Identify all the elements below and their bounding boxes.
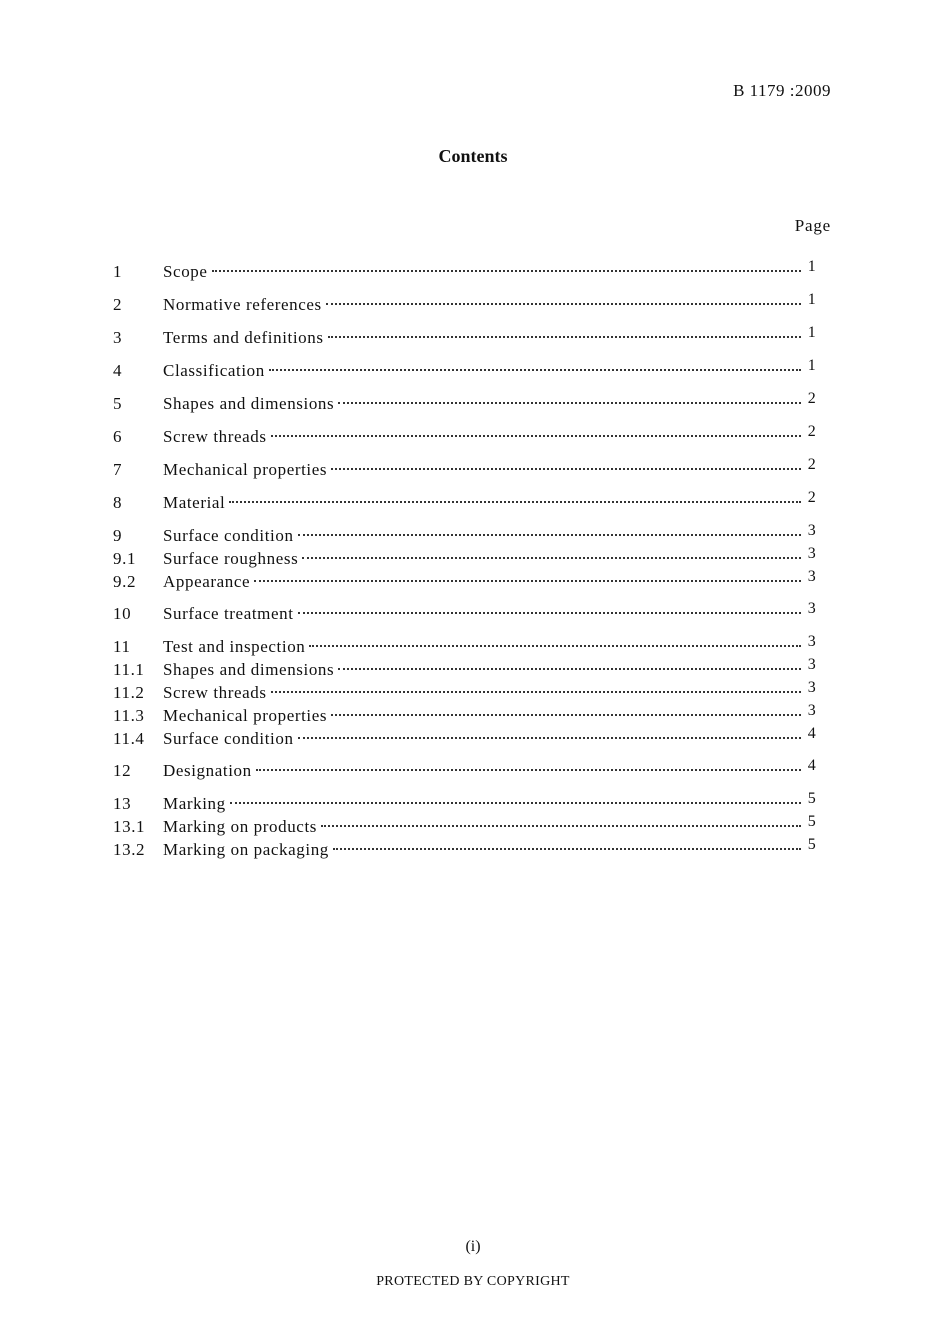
toc-entry-number: 11.2: [113, 683, 145, 702]
dot-leader: [269, 369, 801, 371]
toc-entry-title: Mechanical properties: [163, 706, 328, 725]
page-column-label: Page: [794, 216, 831, 235]
toc-entry-number: 13.2: [113, 840, 146, 859]
toc-entry-page: 5: [807, 836, 817, 853]
page-number: (i): [465, 1238, 481, 1255]
toc-entry-page: 2: [807, 456, 817, 473]
dot-leader: [309, 645, 801, 647]
toc-entry-number: 10: [113, 604, 132, 623]
dot-leader: [302, 557, 801, 559]
toc-entry-title: Scope: [163, 262, 208, 281]
toc-entry-title: Designation: [163, 761, 252, 780]
toc-entry-13: [113, 790, 831, 816]
toc-entry-title: Material: [163, 493, 226, 512]
toc-entry-page: 3: [807, 568, 817, 585]
toc-entry-number: 11: [113, 637, 131, 656]
toc-entry-13-1: [113, 813, 831, 839]
toc-entry-title: Surface treatment: [163, 604, 294, 623]
toc-entry-number: 3: [113, 328, 123, 347]
toc-entry-7: [113, 456, 831, 482]
dot-leader: [321, 825, 801, 827]
toc-entry-page: 3: [807, 545, 817, 562]
toc-entry-11-1: [113, 656, 831, 682]
toc-entry-page: 5: [807, 813, 817, 830]
toc-entry-11: [113, 633, 831, 659]
dot-leader: [256, 769, 801, 771]
toc-entry-title: Screw threads: [163, 427, 267, 446]
toc-entry-page: 2: [807, 423, 817, 440]
toc-entry-number: 4: [113, 361, 123, 380]
toc-entry-number: 12: [113, 761, 132, 780]
dot-leader: [298, 737, 801, 739]
toc-entry-4: [113, 357, 831, 383]
toc-entry-page: 4: [807, 725, 817, 742]
toc-entry-title: Shapes and dimensions: [163, 394, 335, 413]
toc-entry-11-4: [113, 725, 831, 751]
toc-entry-number: 8: [113, 493, 123, 512]
toc-entry-number: 11.1: [113, 660, 145, 679]
dot-leader: [230, 802, 801, 804]
table-of-contents: [113, 258, 831, 862]
toc-entry-page: 1: [807, 357, 817, 374]
contents-title: Contents: [438, 146, 508, 166]
toc-entry-page: 3: [807, 600, 817, 617]
toc-entry-13-2: [113, 836, 831, 862]
toc-entry-number: 9.1: [113, 549, 137, 568]
toc-entry-12: [113, 757, 831, 783]
dot-leader: [298, 612, 801, 614]
toc-entry-8: [113, 489, 831, 515]
dot-leader: [254, 580, 801, 582]
toc-entry-page: 3: [807, 522, 817, 539]
toc-entry-title: Surface roughness: [163, 549, 299, 568]
dot-leader: [331, 714, 801, 716]
toc-entry-number: 13.1: [113, 817, 146, 836]
dot-leader: [338, 402, 801, 404]
toc-entry-title: Surface condition: [163, 526, 294, 545]
toc-entry-title: Marking: [163, 794, 226, 813]
dot-leader: [333, 848, 801, 850]
toc-entry-6: [113, 423, 831, 449]
toc-entry-title: Classification: [163, 361, 265, 380]
toc-entry-number: 2: [113, 295, 123, 314]
toc-entry-page: 4: [807, 757, 817, 774]
toc-entry-title: Terms and definitions: [163, 328, 324, 347]
dot-leader: [328, 336, 801, 338]
toc-entry-title: Marking on products: [163, 817, 317, 836]
copyright-notice: PROTECTED BY COPYRIGHT: [376, 1274, 570, 1289]
dot-leader: [212, 270, 801, 272]
toc-entry-title: Normative references: [163, 295, 322, 314]
toc-entry-2: [113, 291, 831, 317]
toc-entry-page: 3: [807, 656, 817, 673]
toc-entry-page: 2: [807, 489, 817, 506]
dot-leader: [271, 435, 801, 437]
dot-leader: [229, 501, 801, 503]
toc-entry-page: 3: [807, 633, 817, 650]
toc-entry-10: [113, 600, 831, 626]
toc-entry-number: 11.3: [113, 706, 145, 725]
toc-entry-title: Shapes and dimensions: [163, 660, 335, 679]
toc-entry-title: Marking on packaging: [163, 840, 329, 859]
toc-entry-9-1: [113, 545, 831, 571]
toc-entry-number: 6: [113, 427, 123, 446]
toc-entry-number: 7: [113, 460, 123, 479]
dot-leader: [338, 668, 801, 670]
toc-entry-9: [113, 522, 831, 548]
toc-entry-number: 13: [113, 794, 132, 813]
toc-entry-page: 3: [807, 702, 817, 719]
toc-entry-page: 2: [807, 390, 817, 407]
toc-entry-page: 3: [807, 679, 817, 696]
dot-leader: [326, 303, 801, 305]
toc-entry-number: 9.2: [113, 572, 137, 591]
toc-entry-9-2: [113, 568, 831, 594]
toc-entry-number: 5: [113, 394, 123, 413]
toc-entry-number: 9: [113, 526, 123, 545]
toc-entry-11-2: [113, 679, 831, 705]
toc-entry-1: [113, 258, 831, 284]
toc-entry-title: Test and inspection: [163, 637, 306, 656]
toc-entry-number: 1: [113, 262, 123, 281]
document-code: B 1179 :2009: [733, 81, 831, 100]
toc-entry-3: [113, 324, 831, 350]
dot-leader: [298, 534, 801, 536]
toc-entry-title: Mechanical properties: [163, 460, 328, 479]
toc-entry-5: [113, 390, 831, 416]
toc-entry-number: 11.4: [113, 729, 145, 748]
toc-entry-page: 1: [807, 291, 817, 308]
toc-entry-page: 5: [807, 790, 817, 807]
toc-entry-title: Appearance: [163, 572, 251, 591]
toc-entry-page: 1: [807, 324, 817, 341]
toc-entry-title: Screw threads: [163, 683, 267, 702]
dot-leader: [331, 468, 801, 470]
toc-entry-11-3: [113, 702, 831, 728]
toc-entry-page: 1: [807, 258, 817, 275]
dot-leader: [271, 691, 801, 693]
toc-entry-title: Surface condition: [163, 729, 294, 748]
